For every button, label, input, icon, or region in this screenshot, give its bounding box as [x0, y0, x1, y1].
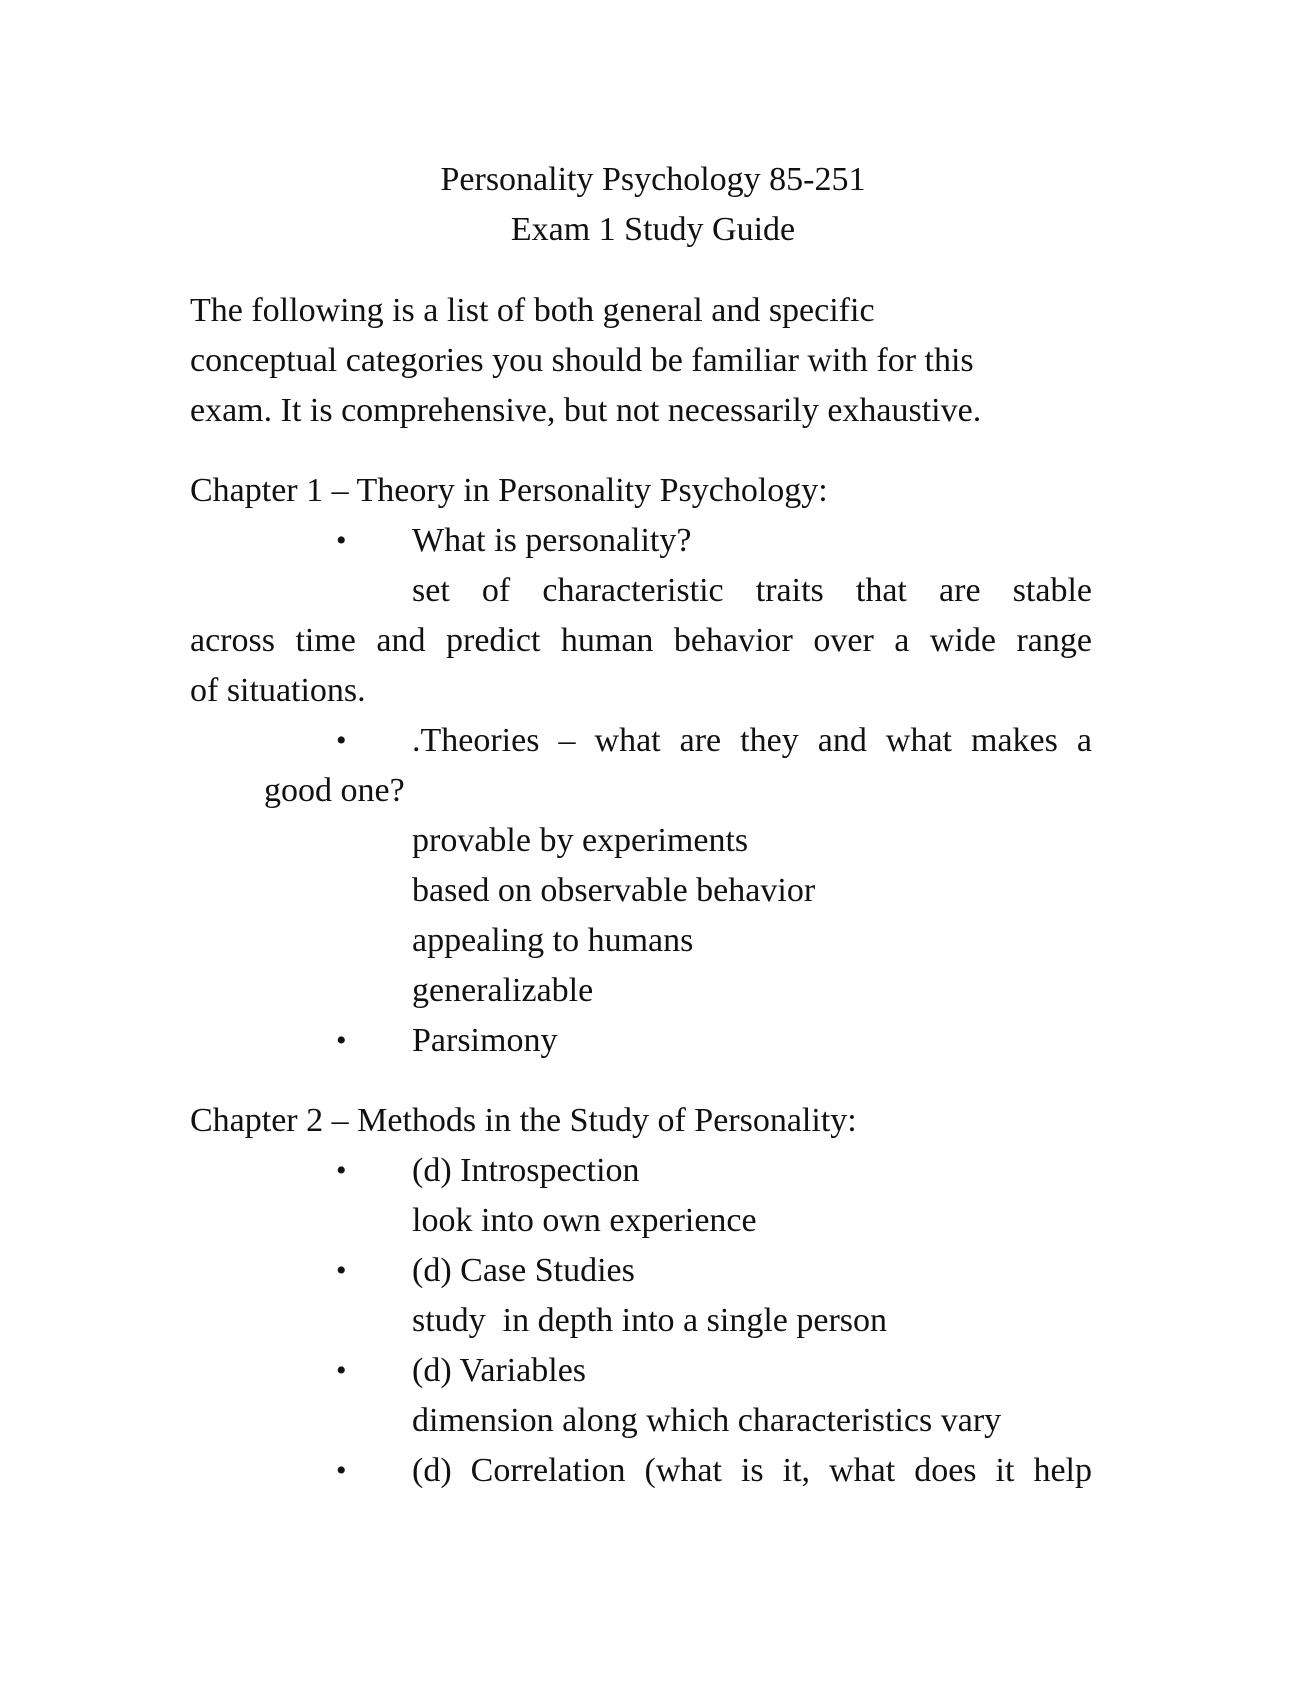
intro-line-3: exam. It is comprehensive, but not necessarily exhaustive.	[190, 392, 982, 429]
answer-line-1: set of characteristic traits that are stable	[412, 572, 1092, 609]
bullet-icon: •	[336, 724, 347, 757]
definition-case-studies: study in depth into a single person	[412, 1302, 888, 1339]
chapter-1-heading: Chapter 1 – Theory in Personality Psychology:	[190, 472, 828, 509]
bullet-icon: •	[336, 1454, 347, 1487]
question-what-is-personality: What is personality?	[412, 522, 692, 559]
question-theories-line-2: good one?	[264, 772, 405, 809]
intro-line-2: conceptual categories you should be familiar with for this	[190, 342, 974, 379]
bullet-icon: •	[336, 1254, 347, 1287]
criterion-item: based on observable behavior	[412, 872, 816, 909]
definition-introspection: look into own experience	[412, 1202, 757, 1239]
term-introspection: (d) Introspection	[412, 1152, 640, 1189]
question-parsimony: Parsimony	[412, 1022, 558, 1059]
bullet-icon: •	[336, 1354, 347, 1387]
answer-line-2: across time and predict human behavior over a wide range	[190, 622, 1092, 659]
term-variables: (d) Variables	[412, 1352, 587, 1389]
definition-variables: dimension along which characteristics vary	[412, 1402, 1002, 1439]
term-case-studies: (d) Case Studies	[412, 1252, 635, 1289]
criterion-item: generalizable	[412, 972, 594, 1009]
bullet-icon: •	[336, 524, 347, 557]
term-correlation: (d) Correlation (what is it, what does it help	[412, 1452, 1092, 1489]
intro-line-1: The following is a list of both general and specific	[190, 292, 875, 329]
question-theories-line-1: .Theories – what are they and what makes a	[412, 722, 1092, 759]
guide-title: Exam 1 Study Guide	[510, 211, 796, 248]
bullet-icon: •	[336, 1154, 347, 1187]
criterion-item: appealing to humans	[412, 922, 694, 959]
course-title: Personality Psychology 85-251	[440, 161, 866, 198]
chapter-2-heading: Chapter 2 – Methods in the Study of Personality:	[190, 1102, 857, 1139]
criterion-item: provable by experiments	[412, 822, 749, 859]
answer-line-3: of situations.	[190, 672, 366, 709]
bullet-icon: •	[336, 1024, 347, 1057]
